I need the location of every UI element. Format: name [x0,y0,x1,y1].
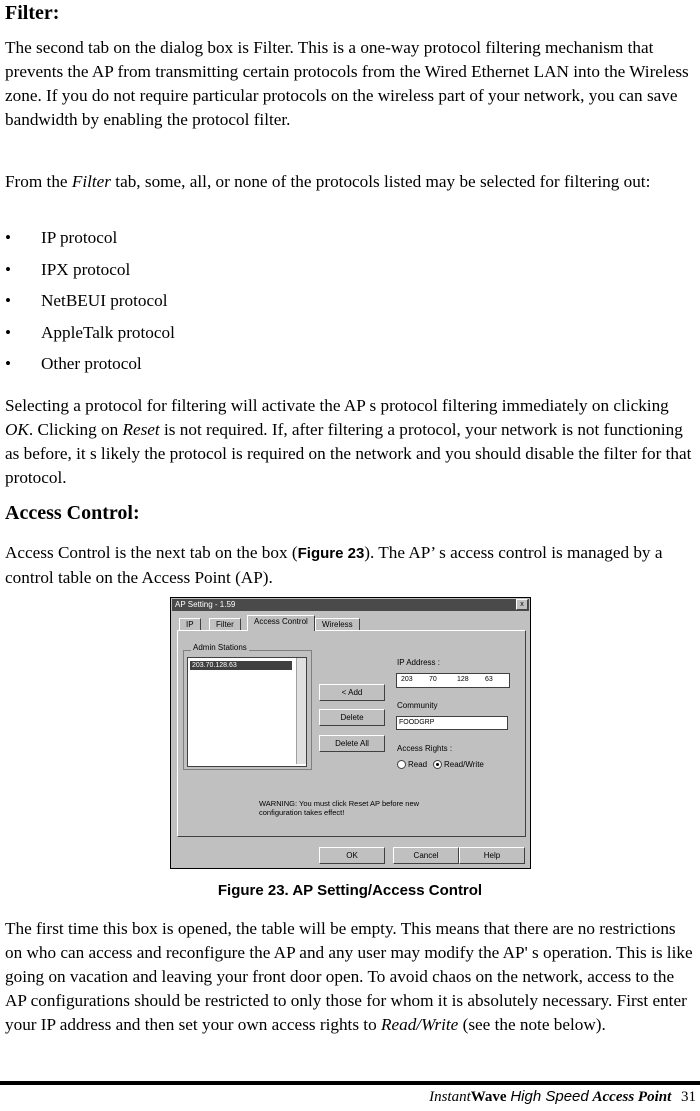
figure-reference: Figure 23 [297,545,365,562]
figure-caption: Figure 23. AP Setting/Access Control [217,882,483,899]
tab-filter[interactable]: Filter [209,618,241,631]
read-radio[interactable]: Read [397,760,427,769]
footer-rule [0,1081,700,1085]
access-control-heading: Access Control: [5,502,140,524]
ok-button[interactable]: OK [319,847,385,864]
community-field[interactable]: FOODGRP [396,716,508,730]
tab-access-control[interactable]: Access Control [247,615,315,631]
cancel-button[interactable]: Cancel [393,847,459,864]
list-item: • IPX protocol [5,259,131,279]
admin-stations-label: Admin Stations [193,643,247,652]
help-button[interactable]: Help [459,847,525,864]
access-rights-label: Access Rights : [397,744,453,753]
ap-setting-dialog [170,597,531,869]
ip-address-field[interactable]: 203 70 128 63 [396,673,510,688]
community-label: Community [397,701,438,710]
filter-paragraph-3: Selecting a protocol for filtering will activate the AP s protocol filtering immediately on clicking OK. Clicking on Reset is not required. If, after filtering a protocol, your network is not functioning as before, it s likely the protocol is required on the network and you should disable the filter for that protocol. [5,396,692,487]
protocol-list [5,226,175,384]
radio-icon [397,760,406,769]
filter-tab-term: Filter [71,172,111,191]
radio-selected-icon [433,760,442,769]
ip-address-label: IP Address : [397,658,440,667]
list-item: • NetBEUI protocol [5,291,168,310]
tab-ip[interactable]: IP [179,618,201,631]
closing-paragraph: The first time this box is opened, the table will be empty. This means that there are no restrictions on who can access and reconfigure the AP and any user may modify the AP' s operation. This is like going on vacation and leaving your front door open. To avoid chaos on the network, access to the AP configurations should be restricted to only those for whom it is absolutely necessary. First enter your IP address and then set your own access rights to Read/Write (see the note below). [5,919,693,1034]
filter-heading: Filter: [5,2,60,24]
list-item: • AppleTalk protocol [5,322,175,342]
close-icon[interactable]: x [516,599,528,610]
read-write-radio[interactable]: Read/Write [433,760,484,769]
access-control-paragraph: Access Control is the next tab on the box (Figure 23). The AP’ s access control is managed by a control table on the Access Point (AP). [5,543,663,587]
delete-all-button[interactable]: Delete All [319,735,385,752]
page-number: 31 [681,1089,696,1105]
add-button[interactable]: < Add [319,684,385,701]
filter-paragraph-1: The second tab on the dialog box is Filter. This is a one-way protocol filtering mechanism that prevents the AP from transmitting certain protocols from the Wired Ethernet LAN into the Wireless zone. If you do not require particular protocols on the wireless part of your network, you can save bandwidth by enabling the protocol filter. [5,38,689,129]
dialog-title-bar: AP Setting - 1.59 [172,599,529,611]
warning-text: WARNING: You must click Reset AP before new configuration takes effect! [259,799,420,817]
scrollbar[interactable] [296,658,306,764]
tab-wireless[interactable]: Wireless [315,618,360,631]
list-item: • Other protocol [5,354,142,373]
page-footer: InstantWave High Speed Access Point 31 [429,1088,696,1105]
filter-paragraph-2: From the Filter tab, some, all, or none of the protocols listed may be selected for filtering out: [5,172,651,191]
list-item[interactable]: 203.70.128.63 [190,661,292,670]
delete-button[interactable]: Delete [319,709,385,726]
list-item: • IP protocol [5,228,118,247]
admin-stations-list[interactable] [187,657,307,767]
